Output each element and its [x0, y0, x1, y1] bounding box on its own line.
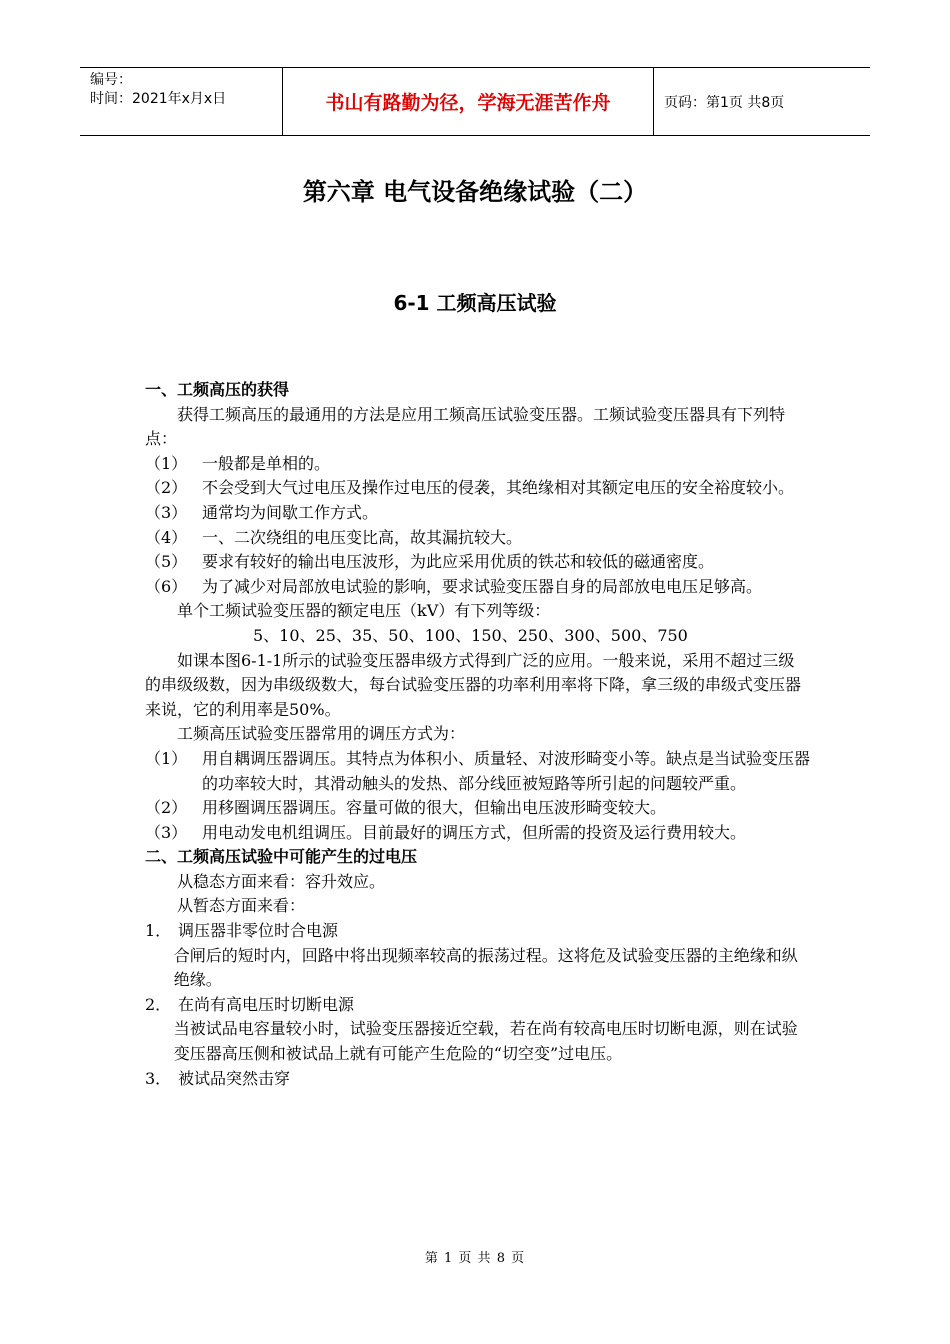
list-item: 3． 被试品突然击穿	[145, 1068, 291, 1088]
regulation-list	[145, 747, 810, 845]
rating-values: 5、10、25、35、50、100、150、250、300、500、750	[253, 625, 688, 645]
list-item: （1） 一般都是单相的。	[145, 453, 331, 473]
document-time: 时间：2021年x月x日	[90, 91, 227, 107]
header-page-info: 页码：第1页 共8页	[664, 94, 785, 111]
section-heading-1: 一、工频高压的获得	[145, 380, 290, 399]
overvoltage-list	[145, 919, 810, 1091]
paragraph-transient: 从暂态方面来看：	[177, 896, 306, 916]
list-item: 2． 在尚有高电压时切断电源	[145, 994, 355, 1014]
section-heading-2: 二、工频高压试验中可能产生的过电压	[145, 847, 418, 867]
list-item-description: 当被试品电容量较小时，试验变压器接近空载，若在尚有较高电压时切断电源，则在试验变压器高压侧和被试品上就有可能产生危险的“切空变”过电压。	[173, 1019, 798, 1064]
list-item: （5） 要求有较好的输出电压波形，为此应采用优质的铁芯和较低的磁通密度。	[145, 552, 715, 572]
list-item: （4） 一、二次绕组的电压变比高，故其漏抗较大。	[145, 527, 523, 547]
paragraph-rating-intro: 单个工频试验变压器的额定电压（kV）有下列等级：	[177, 601, 551, 621]
list-item: （3） 通常均为间歇工作方式。	[145, 502, 379, 522]
header-table	[80, 67, 870, 136]
header-meta	[80, 68, 282, 135]
feature-list	[145, 452, 810, 600]
list-item: （6） 为了减少对局部放电试验的影响，要求试验变压器自身的局部放电电压足够高。	[145, 576, 763, 596]
document-body	[145, 378, 810, 1091]
list-item: 1． 调压器非零位时合电源	[145, 921, 339, 941]
section-title: 6-1 工频高压试验	[393, 291, 557, 315]
list-item: （3） 用电动发电机组调压。目前最好的调压方式，但所需的投资及运行费用较大。	[145, 822, 747, 842]
paragraph-cascade: 如课本图6-1-1所示的试验变压器串级方式得到广泛的应用。一般来说，采用不超过三级的串级级数，因为串级级数大，每台试验变压器的功率利用率将下降，拿三级的串级式变压器来说，它的利用率是50%。	[145, 650, 802, 719]
paragraph-intro: 获得工频高压的最通用的方法是应用工频高压试验变压器。工频试验变压器具有下列特点：	[145, 404, 786, 449]
chapter-title: 第六章 电气设备绝缘试验（二）	[302, 178, 648, 206]
header-motto: 书山有路勤为径，学海无涯苦作舟	[282, 68, 654, 135]
list-item-description: 合闸后的短时内，回路中将出现频率较高的振荡过程。这将危及试验变压器的主绝缘和纵绝缘。	[173, 945, 798, 990]
paragraph-steady: 从稳态方面来看：容升效应。	[177, 871, 386, 891]
list-item: （1） 用自耦调压器调压。其特点为体积小、质量轻、对波形畸变小等。缺点是当试验变压器的功率较大时，其滑动触头的发热、部分线匝被短路等所引起的问题较严重。	[145, 748, 811, 793]
page-footer: 第 1 页 共 8 页	[424, 1251, 526, 1266]
paragraph-regulation-intro: 工频高压试验变压器常用的调压方式为：	[177, 724, 466, 744]
document-number: 编号：	[90, 72, 132, 88]
list-item: （2） 不会受到大气过电压及操作过电压的侵袭，其绝缘相对其额定电压的安全裕度较小。	[145, 478, 795, 498]
list-item: （2） 用移圈调压器调压。容量可做的很大，但输出电压波形畸变较大。	[145, 798, 667, 818]
